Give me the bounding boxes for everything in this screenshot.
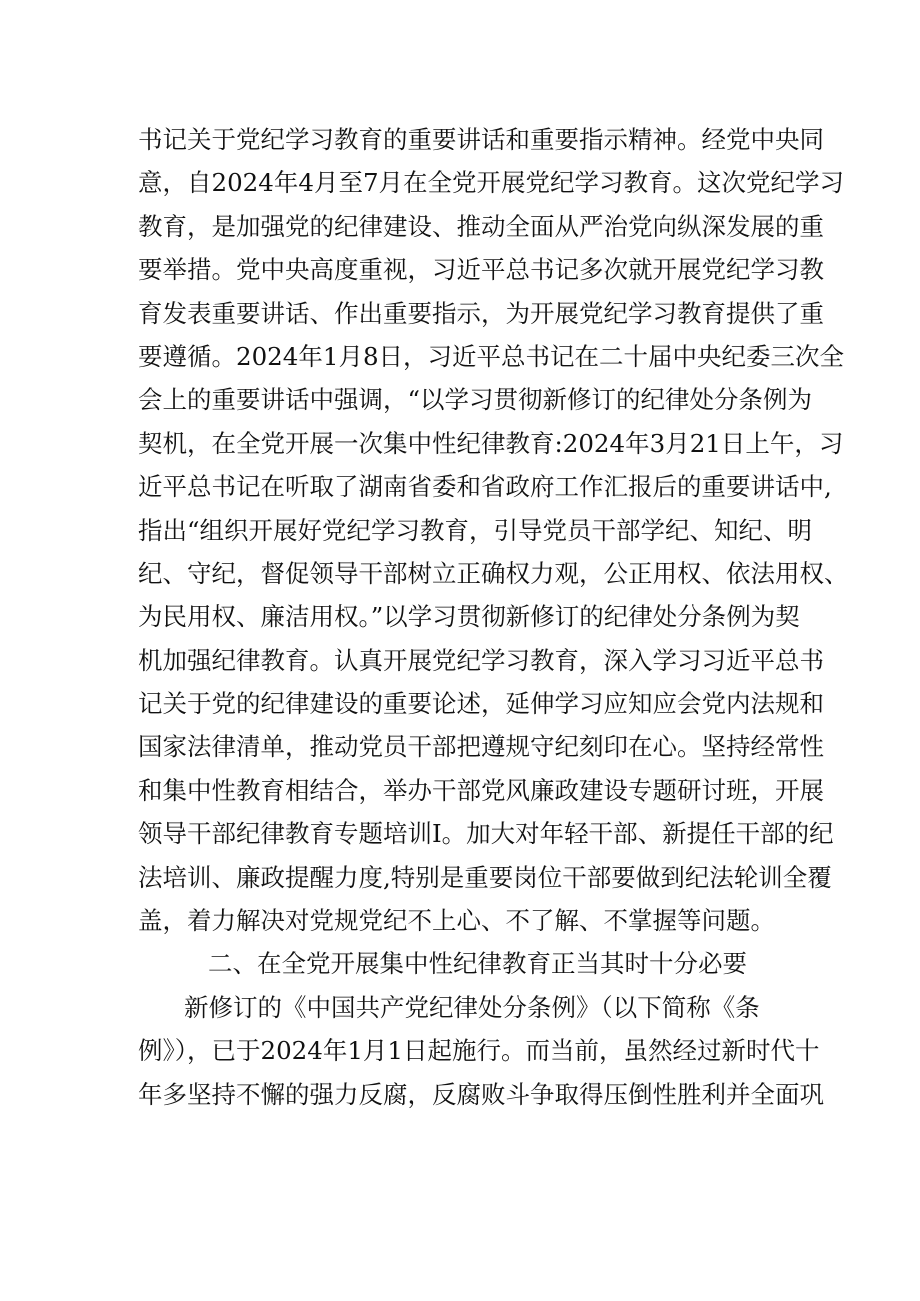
paragraph-line: 例》），已于2024年1月1日起施行。而当前，虽然经过新时代十 [138,1036,820,1066]
paragraph-line: 机加强纪律教育。认真开展党纪学习教育，深入学习习近平总书 [138,645,824,675]
section-heading: 二、在全党开展集中性纪律教育正当其时十分必要 [208,949,747,979]
document-body [138,118,849,1116]
paragraph-line: 要举措。党中央高度重视，习近平总书记多次就开展党纪学习教 [138,255,824,285]
paragraph-line: 盖，着力解决对党规党纪不上心、不了解、不掌握等问题。 [138,906,775,936]
paragraph-line: 国家法律清单，推动党员干部把遵规守纪刻印在心。坚持经常性 [138,732,824,762]
paragraph-line: 意，自2024年4月至7月在全党开展党纪学习教育。这次党纪学习 [138,168,845,198]
paragraph-line: 契机，在全党开展一次集中性纪律教育:2024年3月21日上午，习 [138,428,844,458]
paragraph-line: 育发表重要讲话、作出重要指示，为开展党纪学习教育提供了重 [138,298,824,328]
paragraph-line: 书记关于党纪学习教育的重要讲话和重要指示精神。经党中央同 [138,125,824,154]
paragraph-line: 近平总书记在听取了湖南省委和省政府工作汇报后的重要讲话中, [138,472,832,502]
paragraph-line: 要遵循。2024年1月8日，习近平总书记在二十届中央纪委三次全 [138,341,845,371]
paragraph-line: 年多坚持不懈的强力反腐，反腐败斗争取得压倒性胜利并全面巩 [138,1079,824,1109]
paragraph-line: 为民用权、廉洁用权。”以学习贯彻新修订的纪律处分条例为契 [138,602,800,632]
paragraph-line: 会上的重要讲话中强调，“以学习贯彻新修订的纪律处分条例为 [138,385,813,415]
paragraph-line: 法培训、廉政提醒力度,特别是重要岗位干部要做到纪法轮训全覆 [138,862,832,892]
paragraph-line: 和集中性教育相结合，举办干部党风廉政建设专题研讨班，开展 [138,775,824,805]
paragraph-line: 记关于党的纪律建设的重要论述，延伸学习应知应会党内法规和 [138,689,824,719]
paragraph-line: 教育，是加强党的纪律建设、推动全面从严治党向纵深发展的重 [138,211,824,241]
paragraph-line: 纪、守纪，督促领导干部树立正确权力观，公正用权、依法用权、 [138,558,849,588]
paragraph-line: 指出“组织开展好党纪学习教育，引导党员干部学纪、知纪、明 [138,515,813,545]
paragraph-line: 新修订的《中国共产党纪律处分条例》（以下简称《条 [184,992,760,1022]
paragraph-line: 领导干部纪律教育专题培训I。加大对年轻干部、新提任干部的纪 [138,819,834,849]
